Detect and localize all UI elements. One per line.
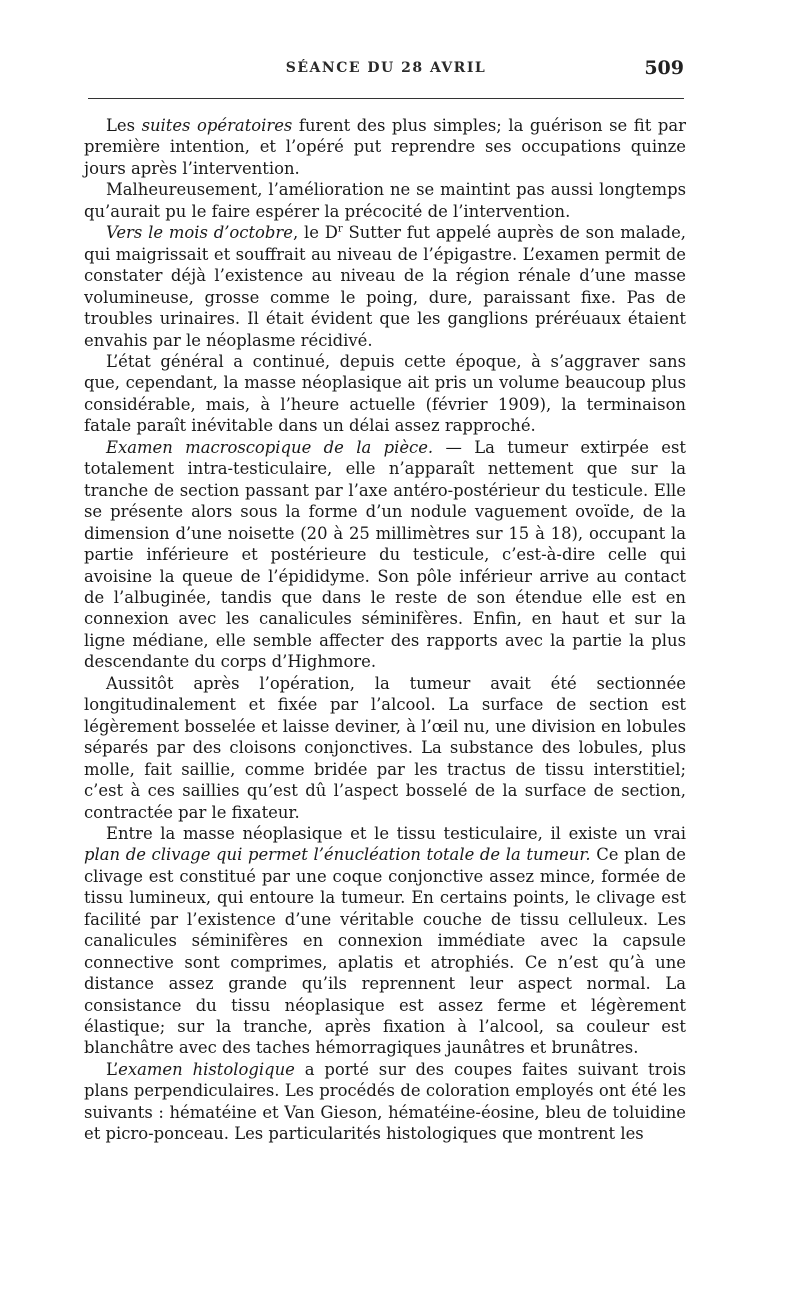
italic-phrase: suites opératoires bbox=[141, 116, 293, 135]
paragraph-text: Les bbox=[106, 116, 142, 135]
paragraph-text: Entre la masse néoplasique et le tissu testiculaire, il existe un vrai bbox=[106, 823, 686, 843]
italic-phrase: Examen macroscopique de la pièce. bbox=[106, 437, 434, 457]
superscript: r bbox=[337, 223, 343, 235]
paragraph-text: L’ bbox=[106, 1059, 119, 1079]
paragraph-text: furent des plus simples; la guérison se fit par première intention, et l’opéré put reprendre ses occupations quinze jours après l’intervention. bbox=[84, 116, 686, 178]
italic-phrase: examen histologique bbox=[118, 1059, 295, 1079]
running-title: SÉANCE DU 28 AVRIL bbox=[285, 60, 487, 76]
paragraph-plan-de-clivage bbox=[84, 823, 686, 1059]
paragraph-octobre bbox=[84, 222, 686, 351]
paragraph-text: , le D bbox=[292, 223, 338, 243]
body-text bbox=[84, 115, 686, 1145]
header-rule bbox=[88, 98, 684, 99]
paragraph-text: L’état général a continué, depuis cette époque, à s’aggraver sans que, cependant, la masse néoplasique ait pris un volume beaucoup plus considérable, mais, à l’heure actuelle (février 1909), la terminaison fatale paraît inévitable dans un délai assez rapproché. bbox=[84, 351, 686, 436]
italic-phrase: plan de clivage qui permet l’énucléation totale de la tumeur. bbox=[84, 845, 591, 865]
italic-phrase: Vers le mois d’octobre bbox=[106, 223, 293, 243]
running-header bbox=[88, 57, 684, 84]
paragraph-etat-general bbox=[84, 351, 686, 437]
page-number: 509 bbox=[644, 57, 684, 79]
paragraph-text: Ce plan de clivage est constitué par une coque conjonctive assez mince, formée de tissu lumineux, qui entoure la tumeur. En certains points, le clivage est facilité par l’existence d’une véritable couche de tissu celluleux. Les canalicules séminifères en connexion immédiate avec la capsule connective sont comprimes, aplatis et atrophiés. Ce n’est qu’à une distance assez grande qu’ils reprennent leur aspect normal. La consistance du tissu néoplasique est assez ferme et légèrement élastique; sur la tranche, après fixation à l’alcool, sa couleur est blanchâtre avec des taches hémorragiques jaunâtres et brunâtres. bbox=[84, 845, 686, 1058]
paragraph-malheureusement bbox=[84, 179, 686, 222]
paragraph-text: — La tumeur extirpée est totalement intra-testiculaire, elle n’apparaît nettement que sur la tranche de section passant par l’axe antéro-postérieur du testicule. Elle se présente alors sous la forme d’un nodule vaguement ovoïde, de la dimension d’une noisette (20 à 25 millimètres sur 15 à 18), occupant la partie inférieure et postérieure du testicule, c’est-à-dire celle qui avoisine la queue de l’épididyme. Son pôle inférieur arrive au contact de l’albuginée, tandis que dans le reste de son étendue elle est en connexion avec les canalicules séminifères. Enfin, en haut et sur la ligne médiane, elle semble affecter des rapports avec la partie la plus descendante du corps d’Highmore. bbox=[84, 437, 686, 672]
paragraph-text: a porté sur des coupes faites suivant trois plans perpendiculaires. Les procédés de coloration employés ont été les suivants : hématéine et Van Gieson, hématéine-éosine, bleu de toluidine et picro-ponceau. Les particularités histologiques que montrent les bbox=[84, 1059, 686, 1144]
paragraph-examen-macroscopique bbox=[84, 437, 686, 673]
paragraph-text: Aussitôt après l’opération, la tumeur avait été sectionnée longitudinalement et fixée par l’alcool. La surface de section est légèrement bosselée et laisse deviner, à l’œil nu, une division en lobules séparés par des cloisons conjonctives. La substance des lobules, plus molle, fait saillie, comme bridée par les tractus de tissu interstitiel; c’est à ces saillies qu’est dû l’aspect bosselé de la surface de section, contractée par le fixateur. bbox=[84, 673, 686, 822]
paragraph-examen-histologique bbox=[84, 1059, 686, 1145]
paragraph-text: Sutter fut appelé auprès de son malade, qui maigrissait et souffrait au niveau de l’épigastre. L’examen permit de constater déjà l’existence au niveau de la région rénale d’une masse volumineuse, grosse comme le poing, dure, paraissant fixe. Pas de troubles urinaires. Il était évident que les ganglions préréuaux étaient envahis par le néoplasme récidivé. bbox=[84, 223, 686, 350]
paragraph-suites-operatoires bbox=[84, 115, 686, 179]
paragraph-text: Malheureusement, l’amélioration ne se maintint pas aussi longtemps qu’aurait pu le faire espérer la précocité de l’intervention. bbox=[84, 180, 686, 221]
paragraph-aussitot bbox=[84, 673, 686, 823]
